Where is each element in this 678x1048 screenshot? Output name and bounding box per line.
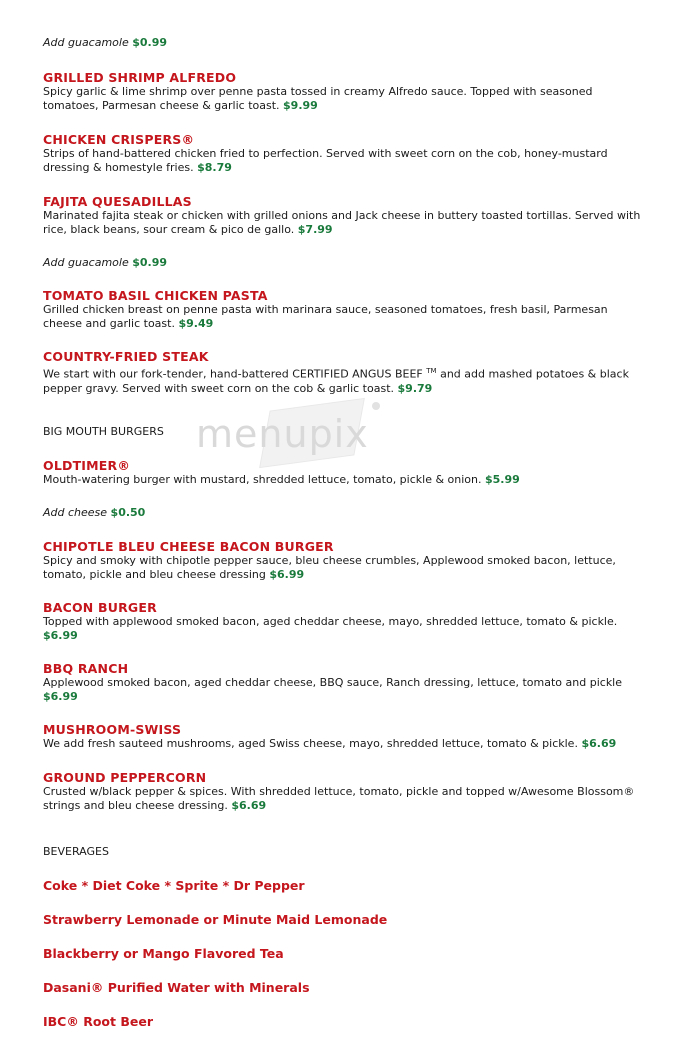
addon-label: Add cheese bbox=[43, 506, 108, 519]
item-name: FAJITA QUESADILLAS bbox=[43, 194, 192, 209]
menu-item-tomato-basil-pasta bbox=[43, 288, 643, 331]
item-description bbox=[43, 554, 643, 582]
item-price: $8.79 bbox=[197, 161, 232, 174]
addon-price: $0.50 bbox=[110, 506, 146, 519]
item-price: $6.99 bbox=[43, 629, 78, 642]
item-name: MUSHROOM-SWISS bbox=[43, 722, 182, 737]
item-desc-text: We add fresh sauteed mushrooms, aged Swiss cheese, mayo, shredded lettuce, tomato & pickle. bbox=[43, 737, 578, 750]
beverage-item: Strawberry Lemonade or Minute Maid Lemonade bbox=[43, 912, 388, 927]
item-description bbox=[43, 303, 643, 331]
menu-item-oldtimer bbox=[43, 458, 643, 487]
item-name: COUNTRY-FRIED STEAK bbox=[43, 349, 209, 364]
addon-label: Add guacamole bbox=[43, 36, 129, 49]
item-description bbox=[43, 615, 643, 643]
item-name: CHICKEN CRISPERS® bbox=[43, 132, 195, 147]
menu-item-chicken-crispers bbox=[43, 132, 643, 175]
menu-item-ground-peppercorn bbox=[43, 770, 643, 813]
item-description bbox=[43, 473, 643, 487]
addon-price: $0.99 bbox=[132, 256, 168, 269]
item-desc-text: We start with our fork-tender, hand-battered CERTIFIED ANGUS BEEF bbox=[43, 367, 423, 381]
item-desc-text: Mouth-watering burger with mustard, shredded lettuce, tomato, pickle & onion. bbox=[43, 473, 482, 486]
item-desc-text: and add mashed potatoes & black pepper gravy. Served with sweet corn on the cob & garlic toast. bbox=[43, 367, 629, 395]
addon-guacamole bbox=[43, 256, 167, 270]
section-heading-burgers: BIG MOUTH BURGERS bbox=[43, 425, 164, 438]
menu-item-fajita-quesadillas bbox=[43, 194, 643, 237]
beverage-item: Blackberry or Mango Flavored Tea bbox=[43, 946, 284, 961]
item-name: TOMATO BASIL CHICKEN PASTA bbox=[43, 288, 268, 303]
item-desc-text: Strips of hand-battered chicken fried to perfection. Served with sweet corn on the cob, honey-mustard dressing & homestyle fries. bbox=[43, 147, 608, 174]
addon-price: $0.99 bbox=[132, 36, 168, 49]
item-name: OLDTIMER® bbox=[43, 458, 131, 473]
item-price: $9.79 bbox=[397, 381, 433, 395]
item-price: $6.99 bbox=[269, 568, 305, 581]
item-desc-text: Topped with applewood smoked bacon, aged cheddar cheese, mayo, shredded lettuce, tomato & pickle. bbox=[43, 615, 618, 628]
item-description bbox=[43, 364, 643, 396]
item-name: BBQ RANCH bbox=[43, 661, 129, 676]
item-desc-text: Applewood smoked bacon, aged cheddar cheese, BBQ sauce, Ranch dressing, lettuce, tomato and pickle bbox=[43, 676, 623, 689]
menu-item-bacon-burger bbox=[43, 600, 643, 643]
beverage-item: Dasani® Purified Water with Minerals bbox=[43, 980, 310, 995]
beverage-item: Coke * Diet Coke * Sprite * Dr Pepper bbox=[43, 878, 305, 893]
item-desc-text: Grilled chicken breast on penne pasta with marinara sauce, seasoned tomatoes, fresh basil, Parmesan cheese and garlic toast. bbox=[43, 303, 608, 330]
section-heading-beverages: BEVERAGES bbox=[43, 845, 109, 858]
item-desc-text: Spicy and smoky with chipotle pepper sauce, bleu cheese crumbles, Applewood smoked bacon, lettuce, tomato, pickle and bleu cheese dressing bbox=[43, 554, 616, 581]
item-description bbox=[43, 737, 643, 751]
item-price: $6.99 bbox=[43, 690, 78, 703]
menu-item-bbq-ranch bbox=[43, 661, 643, 704]
watermark-dot bbox=[372, 402, 380, 410]
item-price: $9.99 bbox=[283, 99, 318, 112]
trademark-mark: TM bbox=[426, 367, 437, 375]
item-price: $6.69 bbox=[581, 737, 617, 750]
addon-cheese bbox=[43, 506, 145, 520]
item-price: $7.99 bbox=[297, 223, 333, 236]
item-description bbox=[43, 209, 643, 237]
item-description bbox=[43, 676, 643, 704]
item-price: $9.49 bbox=[178, 317, 214, 330]
item-desc-text: Spicy garlic & lime shrimp over penne pasta tossed in creamy Alfredo sauce. Topped with seasoned tomatoes, Parmesan cheese & garlic toast. bbox=[43, 85, 593, 112]
item-price: $5.99 bbox=[485, 473, 520, 486]
watermark-logo: menupix bbox=[196, 412, 369, 456]
menu-item-chipotle-bleu bbox=[43, 539, 643, 582]
addon-guacamole bbox=[43, 36, 167, 50]
item-name: CHIPOTLE BLEU CHEESE BACON BURGER bbox=[43, 539, 334, 554]
beverage-item: IBC® Root Beer bbox=[43, 1014, 153, 1029]
menu-item-country-fried-steak bbox=[43, 349, 643, 396]
item-name: GRILLED SHRIMP ALFREDO bbox=[43, 70, 237, 85]
item-description bbox=[43, 147, 643, 175]
item-name: GROUND PEPPERCORN bbox=[43, 770, 207, 785]
item-desc-text: Crusted w/black pepper & spices. With shredded lettuce, tomato, pickle and topped w/Awesome Blossom® strings and bleu cheese dressing. bbox=[43, 785, 635, 812]
item-price: $6.69 bbox=[231, 799, 267, 812]
item-desc-text: Marinated fajita steak or chicken with grilled onions and Jack cheese in buttery toasted tortillas. Served with rice, black beans, sour cream & pico de gallo. bbox=[43, 209, 641, 236]
item-name: BACON BURGER bbox=[43, 600, 157, 615]
menu-item-shrimp-alfredo bbox=[43, 70, 643, 113]
addon-label: Add guacamole bbox=[43, 256, 129, 269]
item-description bbox=[43, 785, 643, 813]
menu-item-mushroom-swiss bbox=[43, 722, 643, 751]
item-description bbox=[43, 85, 643, 113]
